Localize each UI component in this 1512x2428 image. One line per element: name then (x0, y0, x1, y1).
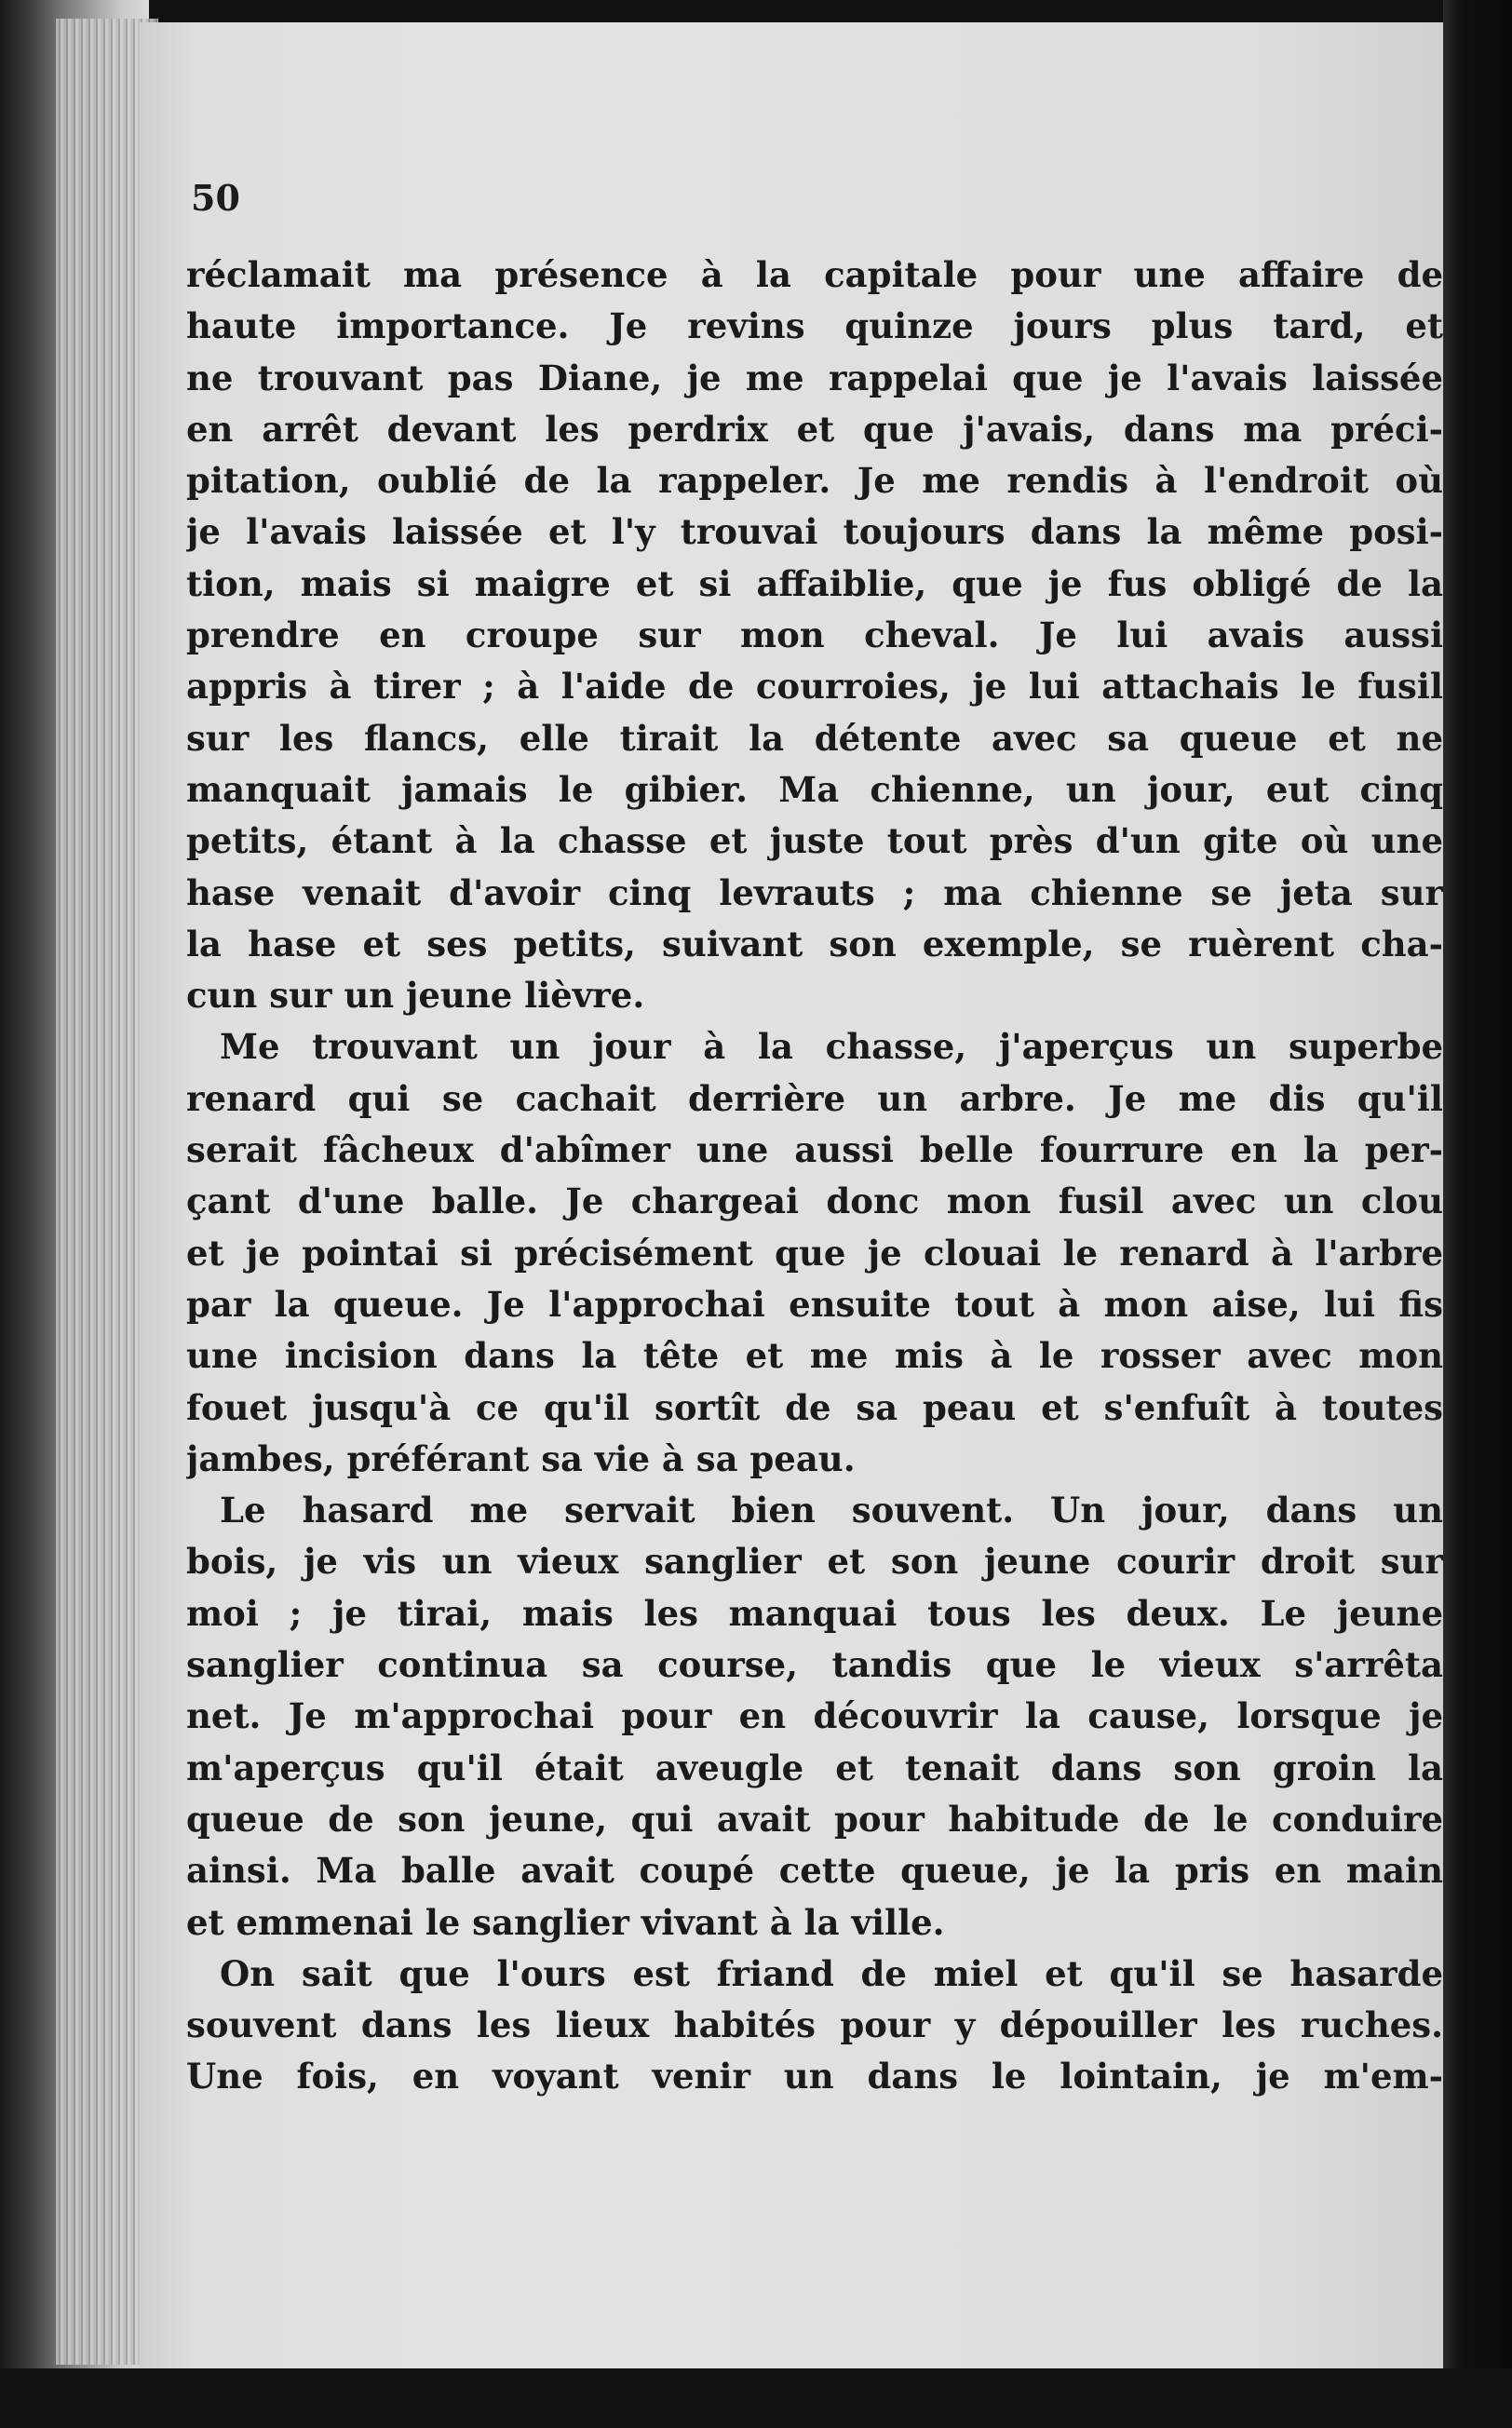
text-line: net. Je m'approchai pour en découvrir la cause, lorsque je (186, 1695, 1443, 1737)
text-line: manquait jamais le gibier. Ma chienne, un jour, eut cinq (186, 768, 1443, 810)
text-line: en arrêt devant les perdrix et que j'avais, dans ma préci- (186, 408, 1443, 450)
text-line: sanglier continua sa course, tandis que le vieux s'arrêta (186, 1644, 1443, 1686)
text-line: souvent dans les lieux habités pour y dépouiller les ruches. (186, 2004, 1443, 2046)
text-line: appris à tirer ; à l'aide de courroies, je lui attachais le fusil (186, 666, 1443, 708)
text-line: queue de son jeune, qui avait pour habitude de le conduire (186, 1798, 1443, 1840)
text-line: pitation, oublié de la rappeler. Je me rendis à l'endroit où (186, 460, 1443, 502)
text-line: ainsi. Ma balle avait coupé cette queue, je la pris en main (186, 1850, 1443, 1892)
text-line: renard qui se cachait derrière un arbre. Je me dis qu'il (186, 1077, 1443, 1119)
text-line: cun sur un jeune lièvre. (186, 975, 645, 1017)
text-line: jambes, préférant sa vie à sa peau. (186, 1437, 856, 1479)
text-line: On sait que l'ours est friand de miel et qu'il se hasarde (220, 1952, 1443, 1994)
text-line: fouet jusqu'à ce qu'il sortît de sa peau et s'enfuît à toutes (186, 1386, 1443, 1428)
body-text (186, 250, 1443, 2103)
right-shadow-edge (1443, 0, 1512, 2428)
text-line: réclamait ma présence à la capitale pour une affaire de (186, 254, 1443, 295)
text-line: bois, je vis un vieux sanglier et son jeune courir droit sur (186, 1541, 1443, 1583)
text-line: serait fâcheux d'abîmer une aussi belle fourrure en la per- (186, 1129, 1443, 1171)
text-line: ne trouvant pas Diane, je me rappelai que je l'avais laissée (186, 357, 1443, 398)
text-line: une incision dans la tête et me mis à le rosser avec mon (186, 1335, 1443, 1377)
text-line: et je pointai si précisément que je clouai le renard à l'arbre (186, 1232, 1443, 1274)
text-line: tion, mais si maigre et si affaiblie, que je fus obligé de la (186, 562, 1443, 604)
text-line: par la queue. Je l'approchai ensuite tout à mon aise, lui fis (186, 1283, 1443, 1325)
text-line: hase venait d'avoir cinq levrauts ; ma chienne se jeta sur (186, 871, 1443, 913)
text-line: Une fois, en voyant venir un dans le lointain, je m'em- (186, 2056, 1443, 2098)
text-line: je l'avais laissée et l'y trouvai toujours dans la même posi- (186, 511, 1443, 553)
text-line: çant d'une balle. Je chargeai donc mon fusil avec un clou (186, 1180, 1443, 1222)
text-line: moi ; je tirai, mais les manquai tous les deux. Le jeune (186, 1592, 1443, 1634)
bottom-shadow-edge (0, 2368, 1512, 2428)
text-line: Le hasard me servait bien souvent. Un jour, dans un (220, 1490, 1443, 1531)
text-line: sur les flancs, elle tirait la détente avec sa queue et ne (186, 717, 1443, 759)
text-line: la hase et ses petits, suivant son exemple, se ruèrent cha- (186, 923, 1443, 964)
text-line: et emmenai le sanglier vivant à la ville. (186, 1901, 945, 1943)
text-line: Me trouvant un jour à la chasse, j'aperçus un superbe (220, 1026, 1443, 1068)
text-line: haute importance. Je revins quinze jours plus tard, et (186, 305, 1443, 347)
text-line: prendre en croupe sur mon cheval. Je lui avais aussi (186, 614, 1443, 656)
text-line: m'aperçus qu'il était aveugle et tenait dans son groin la (186, 1747, 1443, 1788)
text-line: petits, étant à la chasse et juste tout près d'un gite où une (186, 820, 1443, 862)
page-number: 50 (191, 177, 240, 219)
